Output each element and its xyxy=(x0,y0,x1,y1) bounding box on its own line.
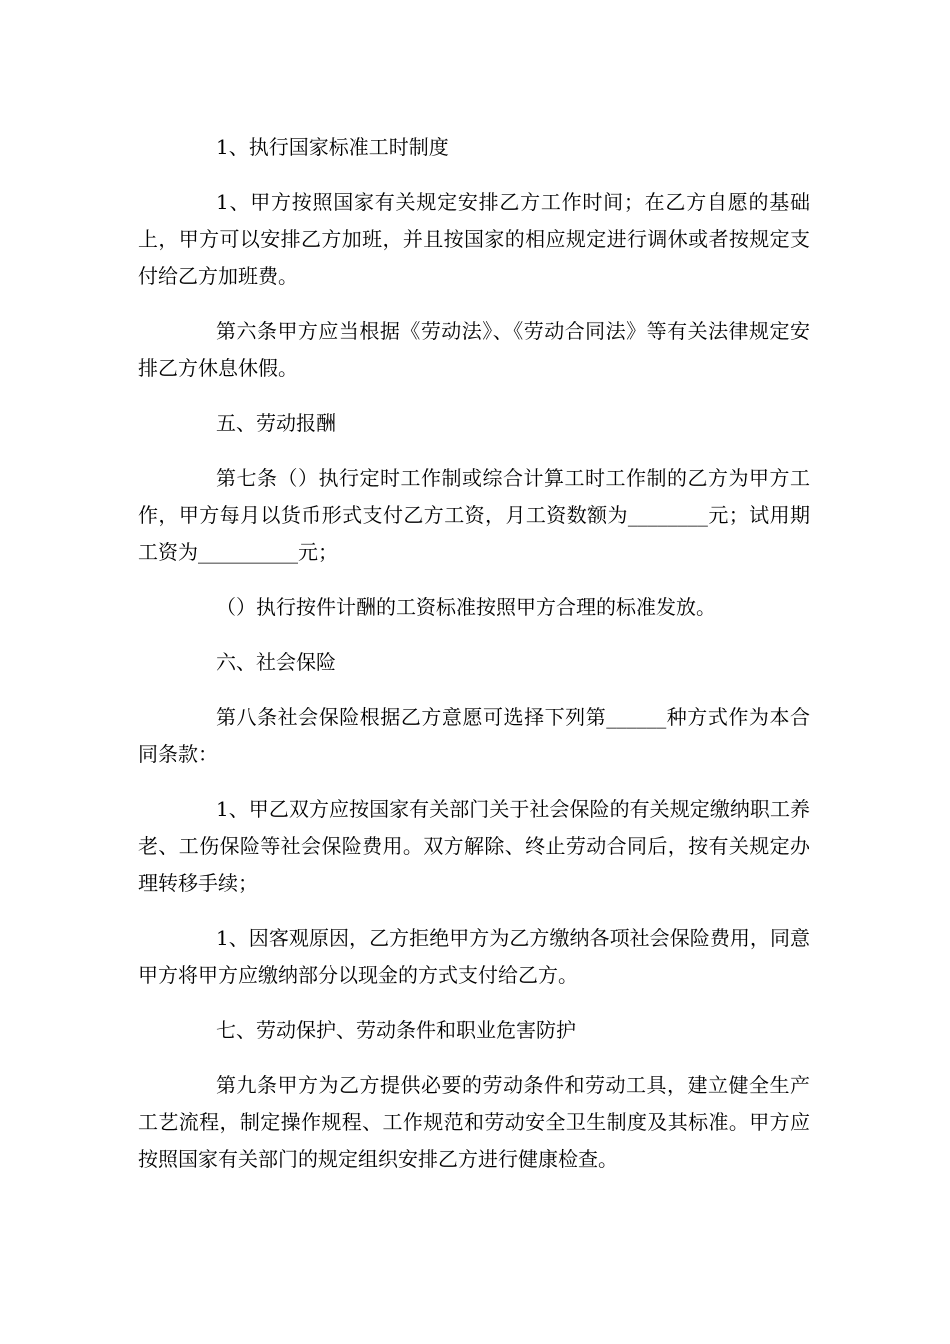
clause-insurance-option-1: 1、甲乙双方应按国家有关部门关于社会保险的有关规定缴纳职工养老、工伤保险等社会保险费用。双方解除、终止劳动合同后，按有关规定办理转移手续； xyxy=(138,797,810,895)
section-heading-remuneration: 五、劳动报酬 xyxy=(216,411,336,435)
section-heading-working-hours: 1、执行国家标准工时制度 xyxy=(216,135,449,159)
section-heading-social-insurance: 六、社会保险 xyxy=(216,650,336,674)
article-6-rest-leave: 第六条甲方应当根据《劳动法》、《劳动合同法》等有关法律规定安排乙方休息休假。 xyxy=(138,319,810,380)
article-8-social-insurance: 第八条社会保险根据乙方意愿可选择下列第______种方式作为本合同条款： xyxy=(138,705,810,766)
document-body xyxy=(138,129,810,1196)
article-9-labor-conditions: 第九条甲方为乙方提供必要的劳动条件和劳动工具，建立健全生产工艺流程，制定操作规程、工作规范和劳动安全卫生制度及其标准。甲方应按照国家有关部门的规定组织安排乙方进行健康检查。 xyxy=(138,1073,810,1171)
article-7-wage: 第七条（）执行定时工作制或综合计算工时工作制的乙方为甲方工作，甲方每月以货币形式支付乙方工资，月工资数额为________元；试用期工资为__________元； xyxy=(138,466,810,564)
clause-overtime: 1、甲方按照国家有关规定安排乙方工作时间；在乙方自愿的基础上，甲方可以安排乙方加班，并且按国家的相应规定进行调休或者按规定支付给乙方加班费。 xyxy=(138,190,810,288)
clause-insurance-option-2: 1、因客观原因，乙方拒绝甲方为乙方缴纳各项社会保险费用，同意甲方将甲方应缴纳部分以现金的方式支付给乙方。 xyxy=(138,926,810,987)
section-heading-labor-protection: 七、劳动保护、劳动条件和职业危害防护 xyxy=(216,1018,576,1042)
article-7-piecework: （）执行按件计酬的工资标准按照甲方合理的标准发放。 xyxy=(216,595,716,619)
